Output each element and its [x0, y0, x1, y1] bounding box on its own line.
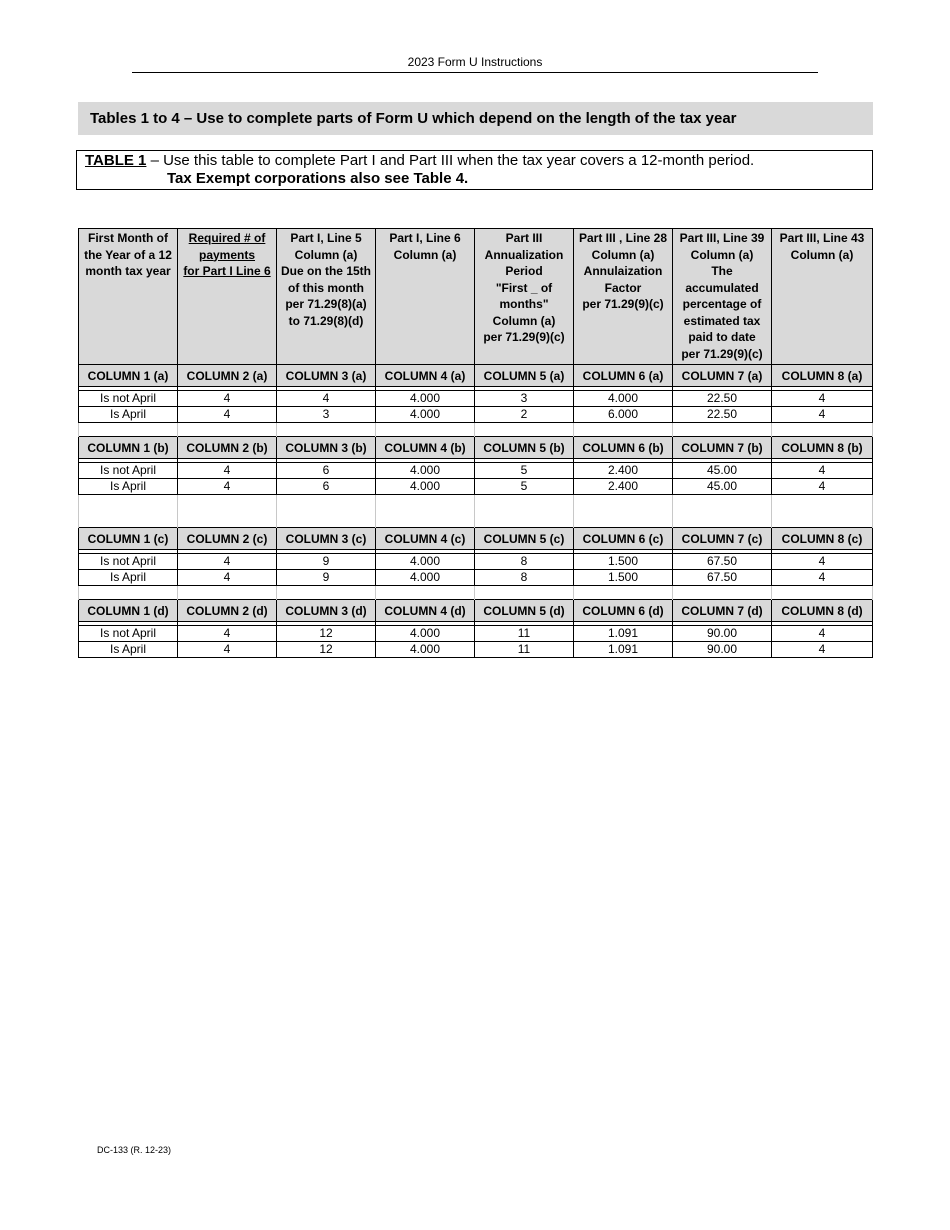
column-label: COLUMN 7 (a) — [673, 365, 772, 387]
table-cell: 4.000 — [376, 626, 475, 642]
gap-cell — [277, 495, 376, 528]
table-cell: 4 — [178, 626, 277, 642]
header-cell: Part III , Line 28 Column (a) Annulaization Factor per 71.29(9)(c) — [574, 229, 673, 365]
table-cell: 4 — [277, 391, 376, 407]
column-label-row — [79, 437, 873, 459]
header-rule — [132, 72, 818, 73]
table-cell: 4 — [178, 642, 277, 658]
gap-cell — [574, 423, 673, 437]
table-cell: 5 — [475, 463, 574, 479]
gap-cell — [376, 495, 475, 528]
table-row — [79, 479, 873, 495]
table-cell: 4 — [178, 479, 277, 495]
table-cell: 4.000 — [376, 463, 475, 479]
column-label: COLUMN 8 (d) — [772, 600, 873, 622]
column-label: COLUMN 1 (b) — [79, 437, 178, 459]
column-label: COLUMN 4 (a) — [376, 365, 475, 387]
table1-intro — [76, 150, 873, 190]
table-row — [79, 554, 873, 570]
gap-cell — [277, 586, 376, 600]
column-label: COLUMN 5 (a) — [475, 365, 574, 387]
gap-cell — [673, 586, 772, 600]
form-code: DC-133 (R. 12-23) — [97, 1145, 172, 1155]
column-label-row — [79, 600, 873, 622]
table-cell: 90.00 — [673, 626, 772, 642]
table-cell: 2 — [475, 407, 574, 423]
column-label: COLUMN 1 (c) — [79, 528, 178, 550]
table-cell: 4 — [178, 554, 277, 570]
table-cell: 3 — [475, 391, 574, 407]
table-cell: Is not April — [79, 463, 178, 479]
gap-cell — [475, 423, 574, 437]
table-cell: 11 — [475, 642, 574, 658]
gap-cell — [673, 423, 772, 437]
column-label: COLUMN 6 (b) — [574, 437, 673, 459]
table-row — [79, 391, 873, 407]
gap-cell — [574, 586, 673, 600]
group-gap-row — [79, 586, 873, 600]
table-cell: 11 — [475, 626, 574, 642]
table-cell: 6 — [277, 463, 376, 479]
header-cell: Part I, Line 5 Column (a) Due on the 15th of this month per 71.29(8)(a) to 71.29(8)(d) — [277, 229, 376, 365]
table-cell: Is not April — [79, 626, 178, 642]
table-cell: 4 — [178, 407, 277, 423]
table-cell: 9 — [277, 570, 376, 586]
table-cell: 67.50 — [673, 554, 772, 570]
table-cell: 45.00 — [673, 463, 772, 479]
column-label: COLUMN 3 (d) — [277, 600, 376, 622]
table-cell: 1.500 — [574, 570, 673, 586]
column-label: COLUMN 5 (d) — [475, 600, 574, 622]
table-cell: 4.000 — [574, 391, 673, 407]
column-label: COLUMN 2 (b) — [178, 437, 277, 459]
gap-cell — [574, 495, 673, 528]
table-cell: 4.000 — [376, 407, 475, 423]
table-cell: 4.000 — [376, 554, 475, 570]
table-cell: 4.000 — [376, 570, 475, 586]
table-cell: 4.000 — [376, 642, 475, 658]
gap-cell — [79, 495, 178, 528]
group-gap-row — [79, 423, 873, 437]
table-cell: 4 — [772, 626, 873, 642]
table-cell: Is April — [79, 642, 178, 658]
table-cell: 22.50 — [673, 407, 772, 423]
column-label: COLUMN 4 (c) — [376, 528, 475, 550]
gap-cell — [277, 423, 376, 437]
header-cell: Required # of payments for Part I Line 6 — [178, 229, 277, 365]
form-u-table — [78, 228, 873, 658]
column-label: COLUMN 8 (a) — [772, 365, 873, 387]
column-label: COLUMN 4 (d) — [376, 600, 475, 622]
column-label: COLUMN 7 (b) — [673, 437, 772, 459]
table-cell: Is April — [79, 407, 178, 423]
gap-cell — [178, 586, 277, 600]
column-label: COLUMN 3 (c) — [277, 528, 376, 550]
table-cell: 1.091 — [574, 626, 673, 642]
table-cell: 12 — [277, 626, 376, 642]
table-row — [79, 570, 873, 586]
table-cell: 8 — [475, 554, 574, 570]
header-cell: Part III, Line 39 Column (a) The accumulated percentage of estimated tax paid to date per 71.29(9)(c) — [673, 229, 772, 365]
column-label: COLUMN 7 (c) — [673, 528, 772, 550]
group-gap-row — [79, 495, 873, 528]
column-label: COLUMN 3 (a) — [277, 365, 376, 387]
column-label: COLUMN 2 (c) — [178, 528, 277, 550]
header-cell: First Month of the Year of a 12 month tax year — [79, 229, 178, 365]
table-cell: 4 — [178, 391, 277, 407]
gap-cell — [79, 586, 178, 600]
header-cell: Part I, Line 6 Column (a) — [376, 229, 475, 365]
column-label: COLUMN 8 (c) — [772, 528, 873, 550]
table-cell: 4.000 — [376, 391, 475, 407]
column-label: COLUMN 5 (c) — [475, 528, 574, 550]
gap-cell — [178, 495, 277, 528]
table-cell: 8 — [475, 570, 574, 586]
column-label: COLUMN 6 (a) — [574, 365, 673, 387]
table-cell: 1.500 — [574, 554, 673, 570]
table-row — [79, 407, 873, 423]
table-cell: Is not April — [79, 554, 178, 570]
gap-cell — [79, 423, 178, 437]
table-cell: 4 — [772, 479, 873, 495]
table-cell: Is April — [79, 570, 178, 586]
table-cell: Is April — [79, 479, 178, 495]
gap-cell — [772, 423, 873, 437]
table-cell: 4 — [772, 407, 873, 423]
column-label: COLUMN 2 (a) — [178, 365, 277, 387]
table-cell: 67.50 — [673, 570, 772, 586]
table-cell: 4 — [772, 642, 873, 658]
table-row — [79, 626, 873, 642]
table1-label: TABLE 1 — [85, 152, 147, 169]
column-label: COLUMN 2 (d) — [178, 600, 277, 622]
column-label: COLUMN 7 (d) — [673, 600, 772, 622]
table-cell: 2.400 — [574, 463, 673, 479]
table-cell: 4 — [178, 570, 277, 586]
column-label: COLUMN 1 (d) — [79, 600, 178, 622]
header-cell: Part III, Line 43 Column (a) — [772, 229, 873, 365]
column-label: COLUMN 1 (a) — [79, 365, 178, 387]
gap-cell — [178, 423, 277, 437]
table-cell: Is not April — [79, 391, 178, 407]
gap-cell — [475, 586, 574, 600]
gap-cell — [673, 495, 772, 528]
column-label: COLUMN 6 (c) — [574, 528, 673, 550]
header-row — [79, 229, 873, 365]
gap-cell — [376, 586, 475, 600]
table-cell: 4 — [772, 463, 873, 479]
gap-cell — [376, 423, 475, 437]
gap-cell — [772, 495, 873, 528]
table-cell: 22.50 — [673, 391, 772, 407]
table-cell: 9 — [277, 554, 376, 570]
table-cell: 4.000 — [376, 479, 475, 495]
table-cell: 45.00 — [673, 479, 772, 495]
table-cell: 4 — [178, 463, 277, 479]
table1-text: – Use this table to complete Part I and Part III when the tax year covers a 12-month period. — [146, 152, 755, 169]
running-header: 2023 Form U Instructions — [407, 55, 543, 69]
gap-cell — [475, 495, 574, 528]
table-cell: 2.400 — [574, 479, 673, 495]
table-cell: 1.091 — [574, 642, 673, 658]
column-label: COLUMN 8 (b) — [772, 437, 873, 459]
table-cell: 3 — [277, 407, 376, 423]
table-row — [79, 642, 873, 658]
column-label: COLUMN 3 (b) — [277, 437, 376, 459]
gap-cell — [772, 586, 873, 600]
table-cell: 6.000 — [574, 407, 673, 423]
column-label: COLUMN 6 (d) — [574, 600, 673, 622]
table-cell: 4 — [772, 391, 873, 407]
column-label: COLUMN 5 (b) — [475, 437, 574, 459]
table-cell: 6 — [277, 479, 376, 495]
table-row — [79, 463, 873, 479]
table-cell: 12 — [277, 642, 376, 658]
table1-note: Tax Exempt corporations also see Table 4. — [167, 170, 469, 187]
table1-intro-line — [85, 152, 864, 170]
table-cell: 4 — [772, 570, 873, 586]
section-title: Tables 1 to 4 – Use to complete parts of Form U which depend on the length of the tax year — [78, 102, 873, 135]
header-cell: Part III Annualization Period "First _ of months" Column (a) per 71.29(9)(c) — [475, 229, 574, 365]
column-label-row — [79, 365, 873, 387]
table-cell: 90.00 — [673, 642, 772, 658]
column-label-row — [79, 528, 873, 550]
table-cell: 4 — [772, 554, 873, 570]
column-label: COLUMN 4 (b) — [376, 437, 475, 459]
table-cell: 5 — [475, 479, 574, 495]
